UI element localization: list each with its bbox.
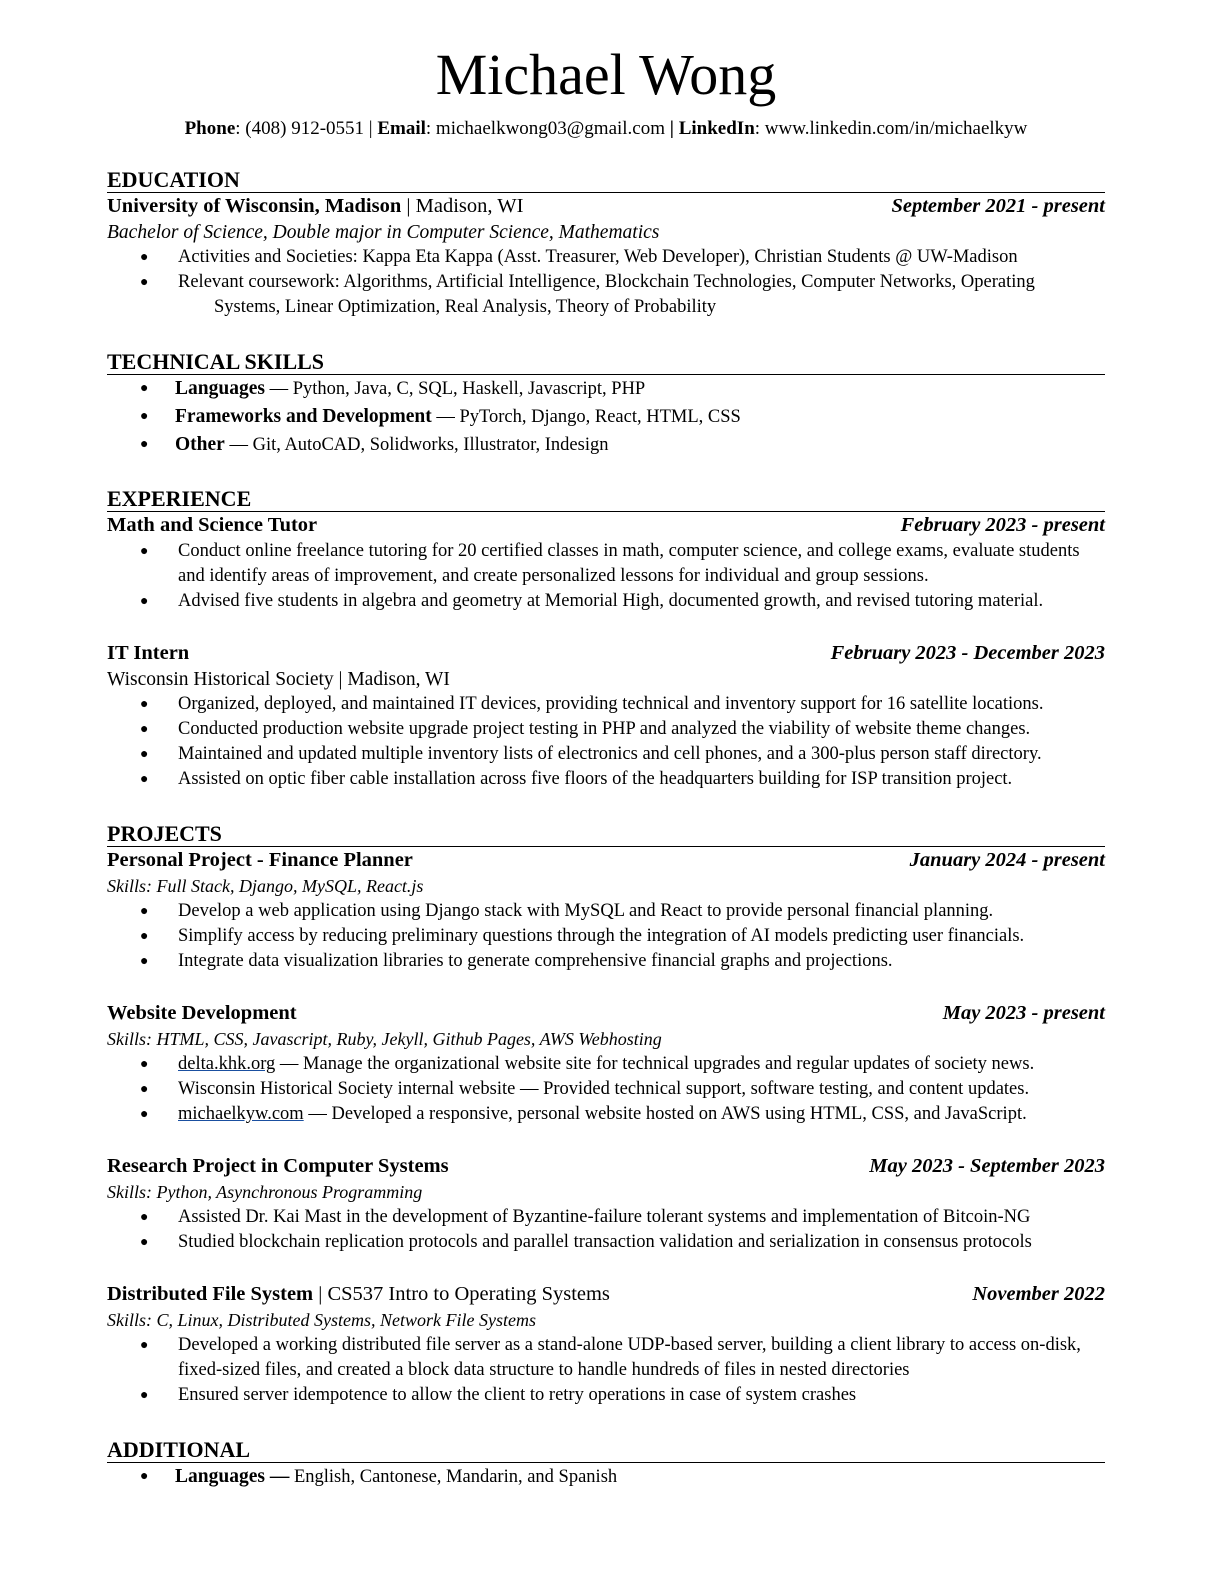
section-heading-skills: TECHNICAL SKILLS [107,350,1105,375]
project-title: Distributed File System [107,1283,314,1305]
list-item: ● Frameworks and Development — PyTorch, Django, React, HTML, CSS [107,403,1105,431]
project-course: | CS537 Intro to Operating Systems [313,1283,610,1305]
project-date: May 2023 - September 2023 [869,1155,1105,1177]
resume-page [107,36,1105,1491]
list-item: ● Ensured server idempotence to allow the client to retry operations in case of system crashes [107,1383,1105,1408]
contact-line [107,116,1105,142]
list-item: ● Other — Git, AutoCAD, Solidworks, Illustrator, Indesign [107,431,1105,459]
job-header [107,512,1105,539]
school-name: University of Wisconsin, Madison [107,195,402,217]
linkedin-label: LinkedIn [678,118,755,139]
list-item: ● Simplify access by reducing preliminary questions through the integration of AI models predicting user financials. [107,924,1105,949]
phone-value: : (408) 912-0551 | [235,118,378,139]
list-item: ● Developed a working distributed file server as a stand-alone UDP-based server, building a client library to access on-disk, fixed-sized files, and created a block data structure to handle hundreds of files in nested directories [107,1333,1105,1383]
project-bullets [107,1205,1105,1255]
project-header [107,1000,1105,1027]
project-date: January 2024 - present [909,849,1105,871]
list-item: ● Conducted production website upgrade project testing in PHP and analyzed the viability of website theme changes. [107,717,1105,742]
education-date: September 2021 - present [891,195,1105,217]
project-date: May 2023 - present [942,1002,1105,1024]
list-item: ● michaelkyw.com — Developed a responsive, personal website hosted on AWS using HTML, CSS, and JavaScript. [107,1102,1105,1127]
school-location: | Madison, WI [401,195,524,217]
education-bullets [107,245,1105,320]
michaelkyw-link[interactable]: michaelkyw.com [178,1104,304,1124]
degree: Bachelor of Science, Double major in Computer Science, Mathematics [107,222,660,243]
project-title: Website Development [107,1002,297,1024]
list-item: ● Conduct online freelance tutoring for 20 certified classes in math, computer science, and college exams, evaluate students and identify areas of improvement, and create personalized lessons for individual and group sessions. [107,539,1105,589]
list-item: ● Organized, deployed, and maintained IT devices, providing technical and inventory support for 16 satellite locations. [107,692,1105,717]
project-title: Research Project in Computer Systems [107,1155,449,1177]
list-item: ● Develop a web application using Django stack with MySQL and React to provide personal financial planning. [107,899,1105,924]
list-item: ● Advised five students in algebra and geometry at Memorial High, documented growth, and revised tutoring material. [107,589,1105,614]
list-item: ● Integrate data visualization libraries to generate comprehensive financial graphs and projections. [107,949,1105,974]
job-title: Math and Science Tutor [107,514,318,536]
job-header [107,640,1105,667]
project-skills: Skills: Full Stack, Django, MySQL, React.js [107,876,424,896]
additional-list [107,1463,1105,1491]
email-label: Email [377,118,426,139]
skills-list [107,375,1105,459]
list-item: ● Assisted Dr. Kai Mast in the development of Byzantine-failure tolerant systems and implementation of Bitcoin-NG [107,1205,1105,1230]
linkedin-value: : www.linkedin.com/in/michaelkyw [754,118,1028,139]
list-item: ● Relevant coursework: Algorithms, Artificial Intelligence, Blockchain Technologies, Computer Networks, Operating Systems, Linear Optimization, Real Analysis, Theory of Probability [107,270,1105,320]
delta-khk-link[interactable]: delta.khk.org [178,1054,276,1074]
job-date: February 2023 - present [900,514,1105,536]
candidate-name: Michael Wong [435,42,777,107]
project-title: Personal Project - Finance Planner [107,849,413,871]
list-item: ● Languages — English, Cantonese, Mandarin, and Spanish [107,1463,1105,1491]
list-item: ● Languages — Python, Java, C, SQL, Haskell, Javascript, PHP [107,375,1105,403]
section-heading-projects: PROJECTS [107,822,1105,847]
contact-separator: | [669,118,679,139]
project-header [107,1153,1105,1180]
list-item: ● Studied blockchain replication protocols and parallel transaction validation and serialization in consensus protocols [107,1230,1105,1255]
section-heading-additional: ADDITIONAL [107,1438,1105,1463]
project-bullets [107,1052,1105,1127]
job-title: IT Intern [107,642,190,664]
education-header [107,193,1105,220]
list-item: ● delta.khk.org — Manage the organizational website site for technical upgrades and regular updates of society news. [107,1052,1105,1077]
job-organization: Wisconsin Historical Society | Madison, WI [107,669,450,690]
project-header [107,1281,1105,1308]
project-bullets [107,899,1105,974]
list-item: ● Maintained and updated multiple inventory lists of electronics and cell phones, and a 300-plus person staff directory. [107,742,1105,767]
job-date: February 2023 - December 2023 [830,642,1105,664]
project-date: November 2022 [972,1283,1105,1305]
project-skills: Skills: C, Linux, Distributed Systems, Network File Systems [107,1310,536,1330]
list-item: ● Assisted on optic fiber cable installation across five floors of the headquarters building for ISP transition project. [107,767,1105,792]
job-bullets [107,539,1105,614]
email-value: : michaelkwong03@gmail.com [425,118,670,139]
job-bullets [107,692,1105,792]
section-heading-experience: EXPERIENCE [107,487,1105,512]
project-bullets [107,1333,1105,1408]
project-skills: Skills: HTML, CSS, Javascript, Ruby, Jekyll, Github Pages, AWS Webhosting [107,1029,662,1049]
project-header [107,847,1105,874]
project-skills: Skills: Python, Asynchronous Programming [107,1182,423,1202]
list-item: ● Activities and Societies: Kappa Eta Kappa (Asst. Treasurer, Web Developer), Christian Students @ UW-Madison [107,245,1105,270]
phone-label: Phone [184,118,236,139]
list-item: ● Wisconsin Historical Society internal website — Provided technical support, software testing, and content updates. [107,1077,1105,1102]
section-heading-education: EDUCATION [107,168,1105,193]
